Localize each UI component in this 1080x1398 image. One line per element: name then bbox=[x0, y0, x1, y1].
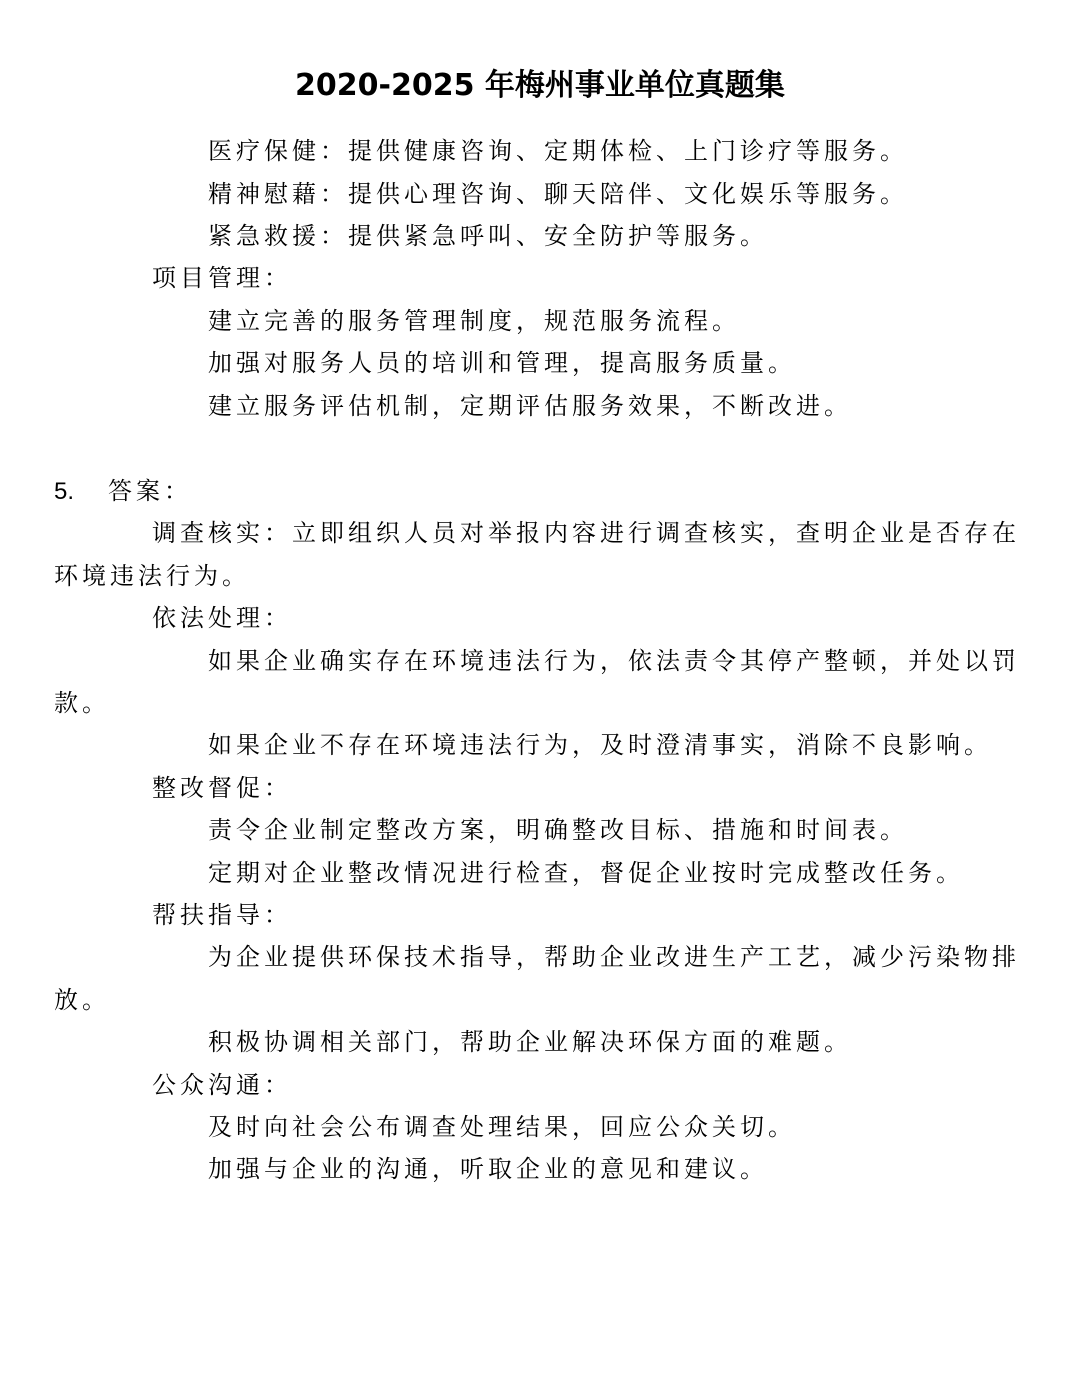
project-item: 建立完善的服务管理制度，规范服务流程。 bbox=[208, 307, 740, 335]
legal-handling-item-continuation: 款。 bbox=[54, 689, 110, 717]
rectification-item: 定期对企业整改情况进行检查，督促企业按时完成整改任务。 bbox=[208, 859, 964, 887]
question-number: 5. bbox=[54, 478, 75, 505]
public-communication-item: 加强与企业的沟通，听取企业的意见和建议。 bbox=[208, 1155, 768, 1183]
document-title: 2020-2025 年梅州事业单位真题集 bbox=[295, 68, 785, 103]
service-item-medical: 医疗保健：提供健康咨询、定期体检、上门诊疗等服务。 bbox=[208, 137, 908, 165]
assistance-item: 积极协调相关部门，帮助企业解决环保方面的难题。 bbox=[208, 1028, 852, 1056]
public-communication-heading: 公众沟通： bbox=[152, 1071, 292, 1099]
investigate-paragraph-continuation: 环境违法行为。 bbox=[54, 562, 250, 590]
investigate-paragraph: 调查核实：立即组织人员对举报内容进行调查核实，查明企业是否存在 bbox=[152, 519, 1020, 547]
legal-handling-item: 如果企业不存在环境违法行为，及时澄清事实，消除不良影响。 bbox=[208, 731, 992, 759]
question-5-answer-label bbox=[54, 471, 192, 512]
project-item: 建立服务评估机制，定期评估服务效果，不断改进。 bbox=[208, 392, 852, 420]
rectification-heading: 整改督促： bbox=[152, 774, 292, 802]
legal-handling-heading: 依法处理： bbox=[152, 604, 292, 632]
legal-handling-item: 如果企业确实存在环境违法行为，依法责令其停产整顿，并处以罚 bbox=[208, 647, 1020, 675]
project-management-heading: 项目管理： bbox=[152, 264, 292, 292]
assistance-item-continuation: 放。 bbox=[54, 986, 110, 1014]
assistance-item: 为企业提供环保技术指导，帮助企业改进生产工艺，减少污染物排 bbox=[208, 943, 1020, 971]
answer-label: 答案： bbox=[108, 477, 192, 505]
service-item-spiritual: 精神慰藉：提供心理咨询、聊天陪伴、文化娱乐等服务。 bbox=[208, 180, 908, 208]
public-communication-item: 及时向社会公布调查处理结果，回应公众关切。 bbox=[208, 1113, 796, 1141]
rectification-item: 责令企业制定整改方案，明确整改目标、措施和时间表。 bbox=[208, 816, 908, 844]
project-item: 加强对服务人员的培训和管理，提高服务质量。 bbox=[208, 349, 796, 377]
service-item-emergency: 紧急救援：提供紧急呼叫、安全防护等服务。 bbox=[208, 222, 768, 250]
assistance-heading: 帮扶指导： bbox=[152, 901, 292, 929]
